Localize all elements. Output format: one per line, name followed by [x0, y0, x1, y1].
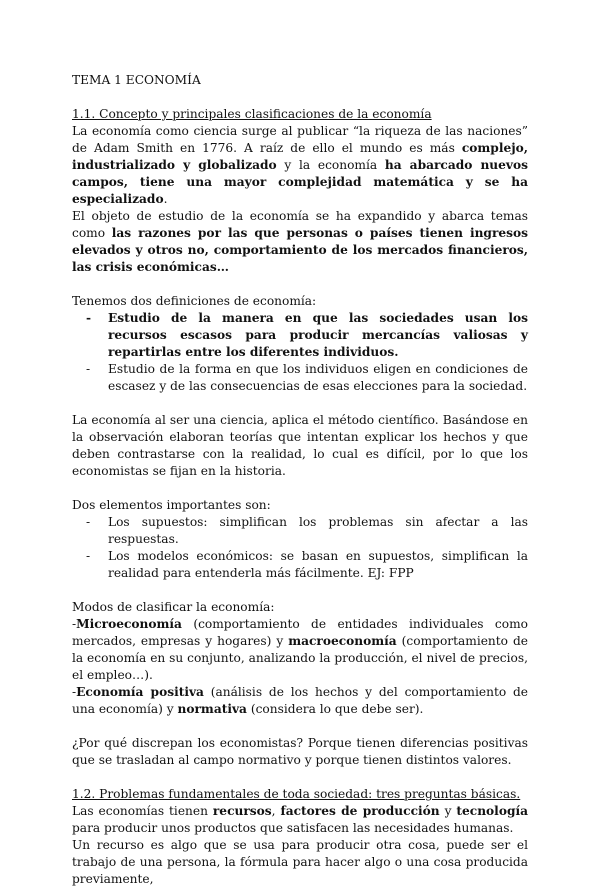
bold-text-run: factores de producción — [280, 804, 440, 818]
paragraph-resource-definition: Un recurso es algo que se usa para producir otra cosa, puede ser el trabajo de una persona, la fórmula para hacer algo o una cosa producida previamente, — [72, 838, 528, 886]
text-run: y la economía — [276, 158, 385, 172]
text-run: . — [163, 192, 168, 206]
bold-text-run: Microeconomía — [76, 617, 182, 631]
classify-positive-normative — [72, 684, 528, 718]
text-run: - — [72, 617, 77, 631]
text-run: (comportamiento de la economía en su conjunto, analizando la producción, el nivel de precios, el empleo…). — [72, 634, 528, 682]
text-run: , — [271, 804, 281, 818]
text-run: La economía como ciencia surge al publicar “la riqueza de las naciones” de Adam Smith en 1776. A raíz de ello el mundo es más — [72, 124, 528, 155]
bold-text-run: tecnología — [456, 804, 528, 818]
paragraph-scientific-method: La economía al ser una ciencia, aplica el método científico. Basándose en la observación elaboran teorías que intentan explicar los hechos y que deben contrastarse con la realidad, lo cual es difícil, por lo que los economistas se fijan en la historia. — [72, 413, 528, 478]
paragraph-origin — [72, 123, 528, 208]
text-run: (análisis de los hechos y del comportamiento de una economía) y — [72, 685, 528, 716]
text-run: (comportamiento de entidades individuales como mercados, empresas y hogares) y — [72, 617, 528, 648]
section-heading-1-2: 1.2. Problemas fundamentales de toda sociedad: tres preguntas básicas. — [72, 787, 521, 801]
section-heading-1-1: 1.1. Concepto y principales clasificaciones de la economía — [72, 107, 432, 121]
bold-text-run: Economía positiva — [76, 685, 204, 699]
paragraph-economists-disagree: ¿Por qué discrepan los economistas? Porque tienen diferencias positivas que se trasladan al campo normativo y porque tienen distintos valores. — [72, 736, 528, 767]
text-run: - — [72, 685, 77, 699]
definition-item: - Estudio de la manera en que las sociedades usan los recursos escasos para producir mercancías valiosas y repartirlas entre los diferentes individuos. — [86, 310, 528, 361]
bold-text-run: recursos — [212, 804, 272, 818]
bold-text-run: complejo, industrializado y globalizado — [72, 141, 528, 172]
text-run: y — [439, 804, 457, 818]
bold-text-run: macroeconomía — [288, 634, 397, 648]
text-run: El objeto de estudio de la economía se ha expandido y abarca temas como — [72, 209, 528, 240]
definitions-intro: Tenemos dos definiciones de economía: — [72, 294, 317, 308]
elements-list — [72, 514, 528, 582]
definitions-list — [72, 310, 528, 395]
classify-micro-macro — [72, 616, 528, 684]
element-item: - Los supuestos: simplifican los problemas sin afectar a las respuestas. — [86, 514, 528, 548]
paragraph-object — [72, 208, 528, 276]
bold-text-run: normativa — [177, 702, 247, 716]
elements-intro: Dos elementos importantes son: — [72, 498, 271, 512]
text-run: (considera lo que debe ser). — [246, 702, 424, 716]
definition-item: - Estudio de la forma en que los individuos eligen en condiciones de escasez y de las consecuencias de esas elecciones para la sociedad. — [86, 361, 528, 395]
classify-intro: Modos de clasificar la economía: — [72, 600, 275, 614]
element-item: - Los modelos económicos: se basan en supuestos, simplifican la realidad para entenderla más fácilmente. EJ: FPP — [86, 548, 528, 582]
bold-text-run: ha abarcado nuevos campos, tiene una mayor complejidad matemática y se ha especializado — [72, 158, 528, 206]
text-run: para producir unos productos que satisfacen las necesidades humanas. — [72, 821, 514, 835]
document-title: TEMA 1 ECONOMÍA — [72, 73, 201, 87]
bold-text-run: las razones por las que personas o países tienen ingresos elevados y otros no, comportamiento de los mercados financieros, las crisis económicas… — [72, 226, 528, 274]
paragraph-resources — [72, 803, 528, 837]
text-run: Las economías tienen — [72, 804, 213, 818]
